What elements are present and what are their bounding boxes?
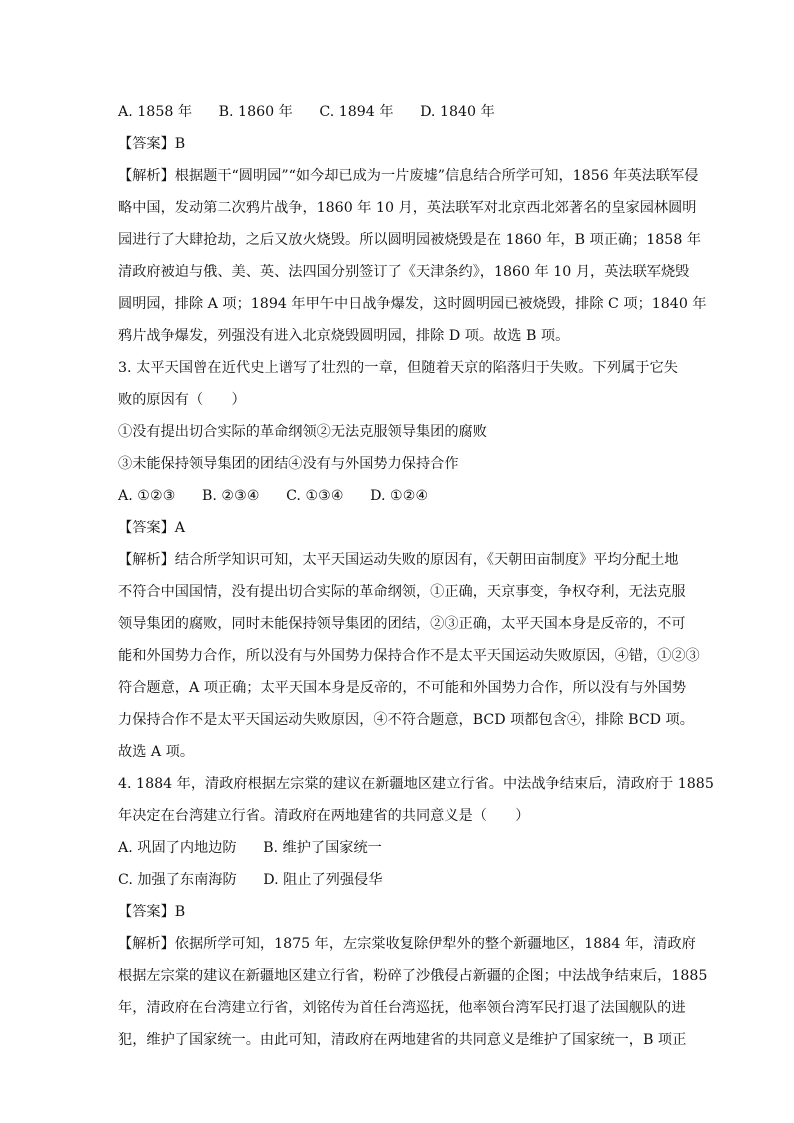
q2-answer: 【答案】B	[118, 136, 186, 152]
q4-option-c: C. 加强了东南海防	[118, 872, 237, 888]
q3-option-c: C. ①③④	[286, 488, 344, 504]
q4-answer: 【答案】B	[118, 904, 186, 920]
q2-option-c: C. 1894 年	[319, 104, 394, 120]
q3-stem-line: 败的原因有（ ）	[118, 392, 246, 408]
q2-option-d: D. 1840 年	[420, 104, 495, 120]
q3-option-b: B. ②③④	[201, 488, 260, 504]
q4-option-b: B. 维护了国家统一	[263, 840, 382, 856]
q4-analysis-line: 根据左宗棠的建议在新疆地区建立行省，粉碎了沙俄侵占新疆的企图；中法战争结束后，1885	[118, 968, 708, 984]
q3-option-a: A. ①②③	[118, 488, 176, 504]
q3-statement: ③未能保持领导集团的团结④没有与外国势力保持合作	[118, 456, 459, 472]
q3-analysis-line: 能和外国势力合作，所以没有与外国势力保持合作不是太平天国运动失败原因，④错，①②③	[118, 648, 700, 664]
q4-analysis-line: 年，清政府在台湾建立行省，刘铭传为首任台湾巡抚，他率领台湾军民打退了法国舰队的进	[118, 1000, 686, 1016]
q4-option-a: A. 巩固了内地边防	[118, 840, 237, 856]
q2-option-b: B. 1860 年	[218, 104, 293, 120]
q4-analysis-line: 犯，维护了国家统一。由此可知，清政府在两地建省的共同意义是维护了国家统一，B 项正	[118, 1032, 687, 1048]
q3-analysis-line: 不符合中国国情，没有提出切合实际的革命纲领，①正确，天京事变，争权夺利，无法克服	[118, 584, 686, 600]
q3-analysis-line: 领导集团的腐败，同时未能保持领导集团的团结，②③正确，太平天国本身是反帝的，不可	[118, 616, 686, 632]
q3-analysis-line: 【解析】结合所学知识可知，太平天国运动失败的原因有，《天朝田亩制度》平均分配土地	[118, 552, 679, 568]
q2-analysis-line: 略中国，发动第二次鸦片战争，1860 年 10 月，英法联军对北京西北郊著名的皇家园林圆明	[118, 200, 697, 216]
q3-analysis-line: 力保持合作不是太平天国运动失败原因，④不符合题意，BCD 项都包含④，排除 BCD 项。	[118, 712, 694, 728]
q3-analysis-line: 故选 A 项。	[118, 744, 195, 760]
q3-answer: 【答案】A	[118, 520, 185, 536]
q4-options-row	[118, 838, 382, 858]
q4-option-d: D. 阻止了列强侵华	[263, 872, 383, 888]
q4-stem-line: 4. 1884 年，清政府根据左宗棠的建议在新疆地区建立行省。中法战争结束后，清政府于 1885	[118, 776, 714, 792]
q2-analysis-line: 鸦片战争爆发，列强没有进入北京烧毁圆明园，排除 D 项。故选 B 项。	[118, 328, 570, 344]
q3-options	[118, 486, 428, 506]
q3-statement: ①没有提出切合实际的革命纲领②无法克服领导集团的腐败	[118, 424, 487, 440]
q2-option-a: A. 1858 年	[118, 104, 193, 120]
q2-analysis-line: 【解析】根据题干“圆明园”“如今却已成为一片废墟”信息结合所学可知，1856 年英法联军侵	[118, 168, 699, 184]
q2-analysis-line: 清政府被迫与俄、美、英、法四国分别签订了《天津条约》，1860 年 10 月，英法联军烧毁	[118, 264, 690, 280]
q4-analysis-line: 【解析】依据所学可知，1875 年，左宗棠收复除伊犁外的整个新疆地区，1884 年，清政府	[118, 936, 696, 952]
q3-stem-line: 3. 太平天国曾在近代史上谱写了壮烈的一章，但随着天京的陷落归于失败。下列属于它失	[118, 360, 678, 376]
q4-options-row	[118, 870, 382, 890]
q2-analysis-line: 园进行了大肆抢劫，之后又放火烧毁。所以圆明园被烧毁是在 1860 年，B 项正确；1858 年	[118, 232, 702, 248]
q3-analysis-line: 符合题意，A 项正确；太平天国本身是反帝的，不可能和外国势力合作，所以没有与外国势	[118, 680, 687, 696]
q2-analysis-line: 圆明园，排除 A 项；1894 年甲午中日战争爆发，这时圆明园已被烧毁，排除 C 项；1840 年	[118, 296, 707, 312]
q2-options	[118, 102, 495, 122]
q3-option-d: D. ①②④	[370, 488, 429, 504]
q4-stem-line: 年决定在台湾建立行省。清政府在两地建省的共同意义是（ ）	[118, 808, 530, 824]
